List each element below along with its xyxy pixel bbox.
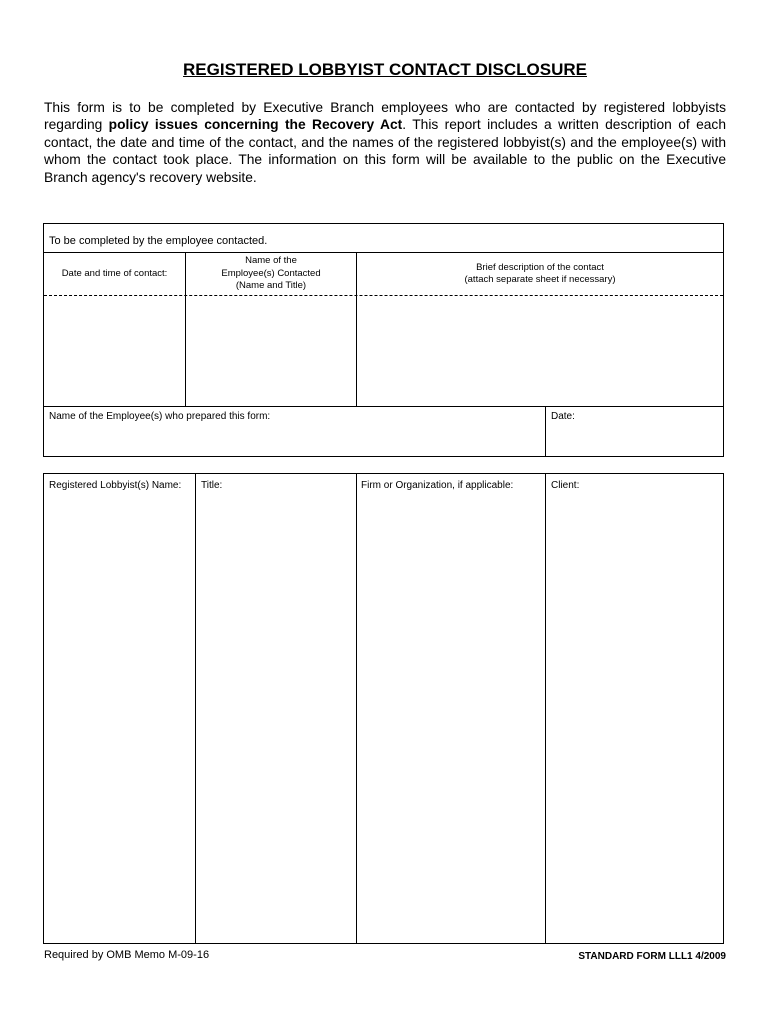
lobbyist-name-label: Registered Lobbyist(s) Name:	[49, 480, 182, 491]
description-header-line: Brief description of the contact	[476, 261, 604, 273]
employee-header-line: Employee(s) Contacted	[221, 267, 321, 279]
intro-bold-text: policy issues concerning the Recovery Act	[108, 117, 403, 133]
employee-contacted-field[interactable]	[186, 296, 356, 406]
contact-section-caption: To be completed by the employee contacted.	[49, 235, 268, 247]
date-time-field[interactable]	[44, 296, 185, 406]
standard-form-id: STANDARD FORM LLL1 4/2009	[578, 951, 726, 962]
intro-paragraph	[44, 99, 726, 186]
description-field[interactable]	[357, 296, 723, 406]
firm-field[interactable]	[357, 496, 545, 943]
description-header-line: (attach separate sheet if necessary)	[464, 274, 616, 285]
employee-header-line: (Name and Title)	[235, 280, 307, 292]
firm-label: Firm or Organization, if applicable:	[361, 480, 514, 491]
lobbyist-name-field[interactable]	[44, 496, 195, 943]
date-field[interactable]	[546, 407, 723, 457]
preparer-field[interactable]	[44, 407, 545, 457]
date-time-header: Date and time of contact:	[61, 267, 168, 279]
lobbyist-title-label: Title:	[201, 480, 223, 491]
date-label: Date:	[551, 411, 575, 422]
employee-header-line: Name of the	[245, 255, 297, 267]
lobbyist-title-field[interactable]	[196, 496, 356, 943]
employee-contacted-header	[186, 253, 356, 295]
intro-text-1: This form is to be completed by Executive Branch employees who are contacted by registered lobbyists regarding	[44, 100, 726, 133]
client-label: Client:	[551, 480, 580, 491]
contact-section	[43, 223, 724, 457]
client-field[interactable]	[546, 496, 723, 943]
description-header	[357, 253, 723, 295]
omb-memo-note: Required by OMB Memo M-09-16	[44, 949, 210, 961]
lobbyist-section	[43, 473, 724, 944]
preparer-label: Name of the Employee(s) who prepared this form:	[49, 411, 271, 422]
form-title: REGISTERED LOBBYIST CONTACT DISCLOSURE	[183, 60, 587, 79]
intro-text-2: . This report includes a written description of each contact, the date and time of the contact, and the names of the registered lobbyist(s) and the employee(s) with whom the contact took place. The information on this form will be available to the public on the Executive Branch agency's recovery website.	[44, 117, 726, 185]
